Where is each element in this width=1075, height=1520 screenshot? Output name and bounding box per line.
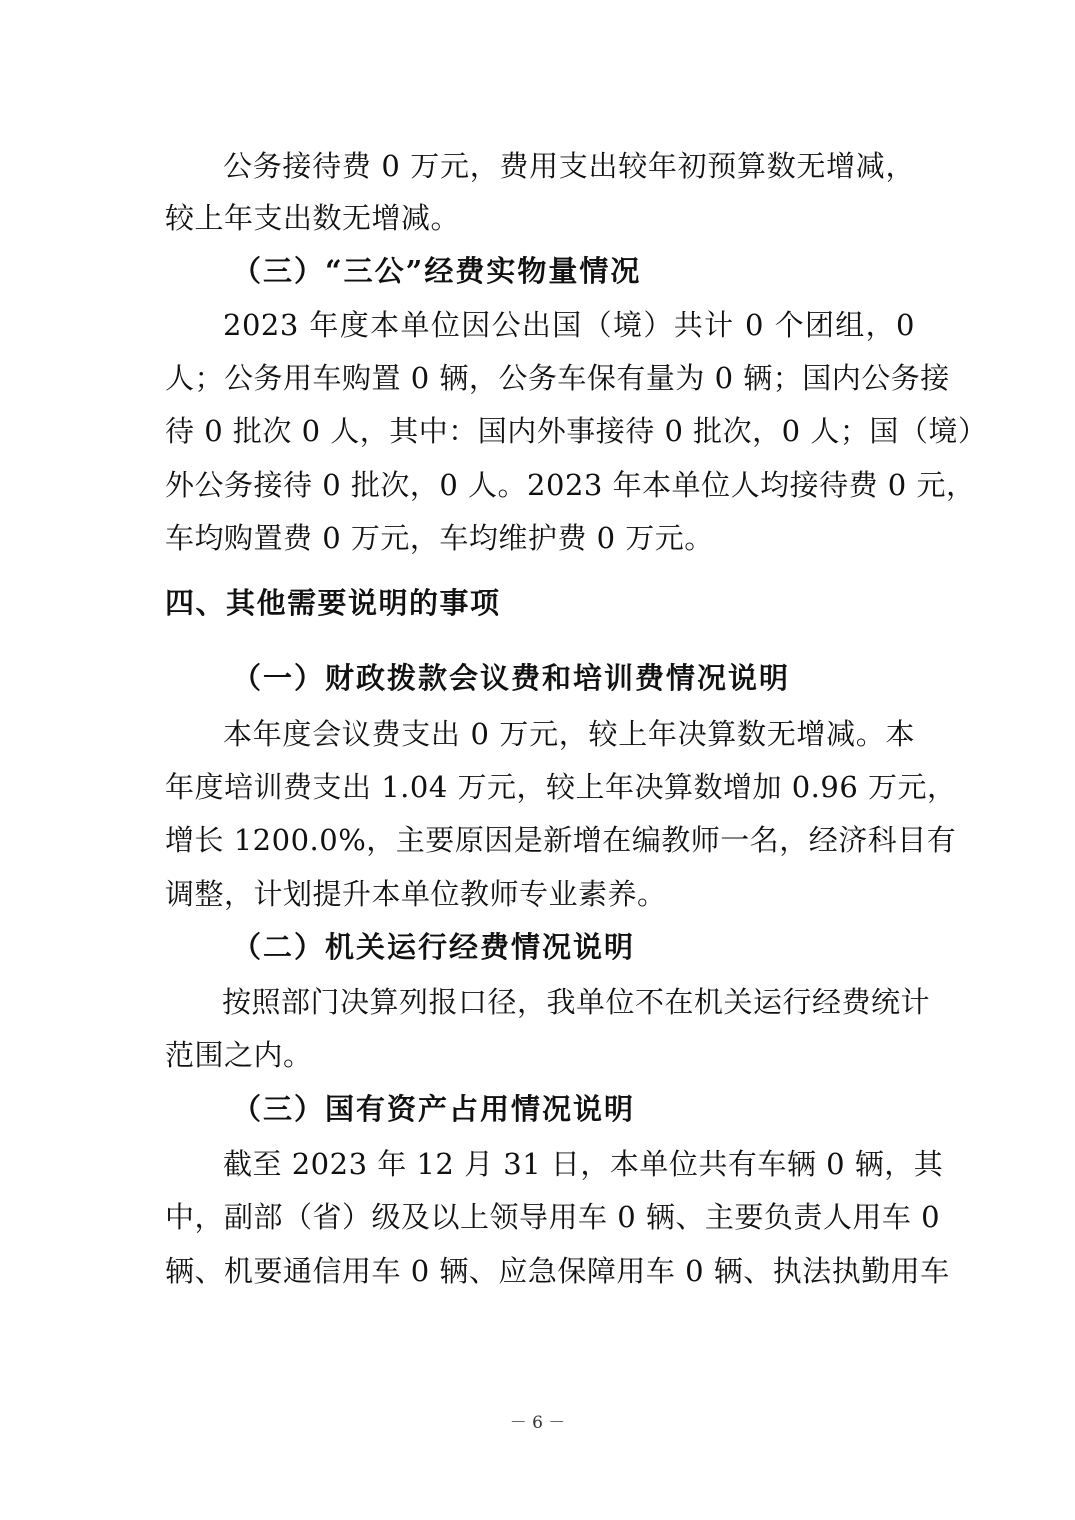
paragraph-line-7: 车均购置费 0 万元，车均维护费 0 万元。 bbox=[165, 521, 714, 555]
paragraph-line-8: 本年度会议费支出 0 万元，较上年决算数无增减。本 bbox=[223, 717, 915, 751]
page-number: － 6 － bbox=[509, 1413, 566, 1433]
paragraph-line-12: 按照部门决算列报口径，我单位不在机关运行经费统计 bbox=[222, 985, 931, 1019]
paragraph-line-3: 2023 年度本单位因公出国（境）共计 0 个团组，0 bbox=[223, 308, 915, 342]
paragraph-line-14: 截至 2023 年 12 月 31 日，本单位共有车辆 0 辆，其 bbox=[223, 1147, 944, 1181]
paragraph-line-9: 年度培训费支出 1.04 万元，较上年决算数增加 0.96 万元， bbox=[165, 770, 957, 804]
subheading-operating-expenses: （二）机关运行经费情况说明 bbox=[232, 930, 636, 964]
subheading-meeting-training: （一）财政拨款会议费和培训费情况说明 bbox=[232, 661, 791, 695]
paragraph-line-11: 调整，计划提升本单位教师专业素养。 bbox=[165, 877, 667, 911]
paragraph-line-2: 较上年支出数无增减。 bbox=[165, 201, 461, 235]
paragraph-line-10: 增长 1200.0%，主要原因是新增在编教师一名，经济科目有 bbox=[165, 823, 957, 857]
section-heading-four: 四、其他需要说明的事项 bbox=[165, 586, 501, 620]
paragraph-line-1: 公务接待费 0 万元，费用支出较年初预算数无增减， bbox=[223, 149, 915, 183]
paragraph-line-5: 待 0 批次 0 人，其中：国内外事接待 0 批次，0 人；国（境） bbox=[165, 414, 988, 448]
paragraph-line-4: 人；公务用车购置 0 辆，公务车保有量为 0 辆；国内公务接 bbox=[165, 361, 950, 395]
paragraph-line-6: 外公务接待 0 批次，0 人。2023 年本单位人均接待费 0 元， bbox=[165, 468, 976, 502]
paragraph-line-13: 范围之内。 bbox=[165, 1038, 313, 1072]
paragraph-line-15: 中，副部（省）级及以上领导用车 0 辆、主要负责人用车 0 bbox=[165, 1200, 941, 1234]
paragraph-line-16: 辆、机要通信用车 0 辆、应急保障用车 0 辆、执法执勤用车 bbox=[165, 1254, 950, 1288]
subheading-sangong-physical: （三）“三公”经费实物量情况 bbox=[232, 254, 642, 288]
subheading-state-assets: （三）国有资产占用情况说明 bbox=[232, 1092, 636, 1126]
